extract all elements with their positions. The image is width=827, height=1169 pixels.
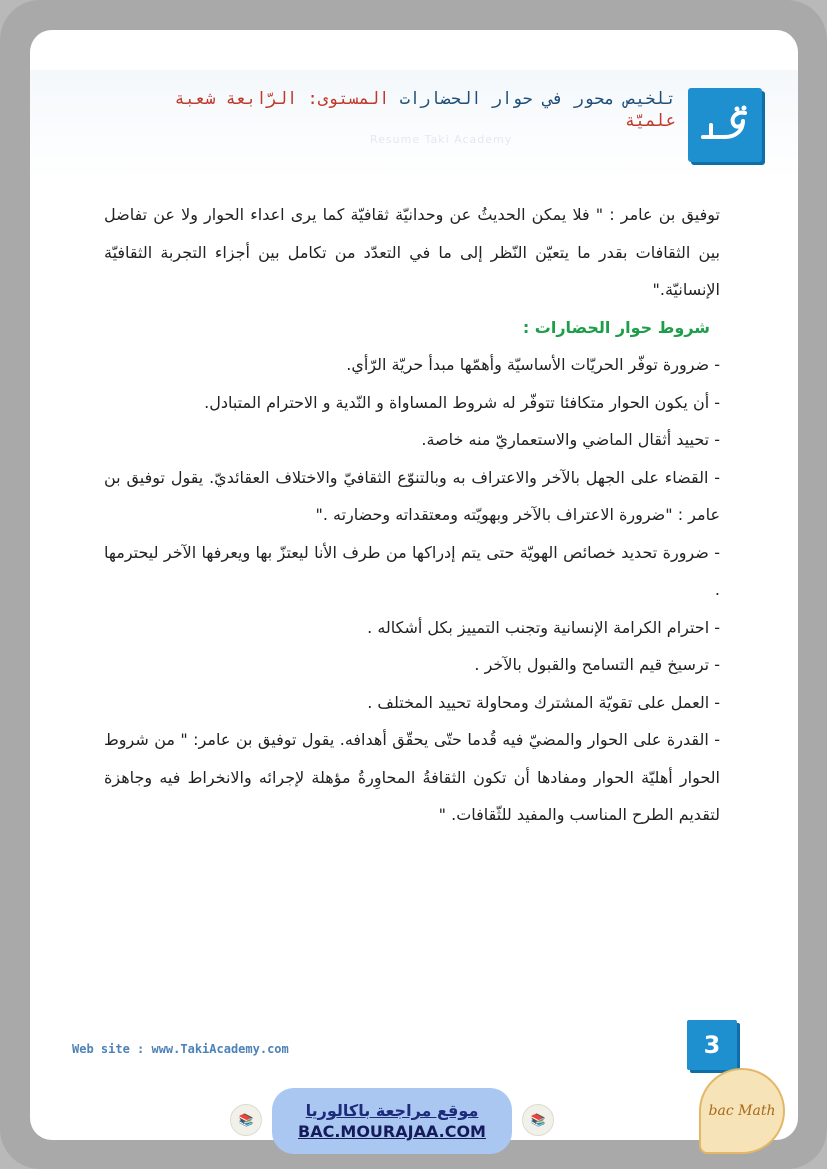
list-item: - العمل على تقويّة المشترك ومحاولة تحييد المختلف . — [367, 692, 720, 712]
logo-glyph-icon — [697, 105, 753, 145]
list-item: - أن يكون الحوار متكافئا تتوفّر له شروط المساواة و النّدية و الاحترام المتبادل. — [204, 392, 720, 412]
title-main: تلخيص محور في حوار الحضارات — [399, 89, 676, 109]
book-badge-icon: 📚 — [230, 1104, 262, 1136]
website-link[interactable]: Web site : www.TakiAcademy.com — [72, 1042, 289, 1056]
taki-academy-logo — [688, 88, 762, 162]
list-item: - احترام الكرامة الإنسانية وتجنب التمييز بكل أشكاله . — [367, 617, 720, 637]
list-item: - القدرة على الحوار والمضيّ فيه قُدما حتّى يحقّق أهدافه. يقول توفيق بن عامر: " من شروط الحوار أهليّة الحوار ومفادها أن تكون الثقافةُ المحاوِرةُ مؤهلة لإجرائه والانخراط فيه وجاهزة لتقديم الطرح المناسب والمفيد للثّقافات. " — [104, 730, 720, 824]
document-page — [30, 30, 798, 1140]
book-badge-icon: 📚 — [522, 1104, 554, 1136]
intro-quote: توفيق بن عامر : " فلا يمكن الحديثُ عن وحدانيّة ثقافيّة كما يرى اعداء الحوار ولا عن تفاضل بين الثقافات بقدر ما يتعيّن النّظر إلى ما في التعدّد من تكامل بين أجزاء التجربة الثقافيّة الإنسانيّة." — [104, 205, 720, 299]
header-watermark: Resume Taki Academy — [370, 133, 513, 146]
title-level: المستوى: الرّابعة شعبة علميّة — [174, 89, 676, 131]
section-heading: شروط حوار الحضارات : — [522, 317, 710, 337]
page-title — [116, 88, 676, 132]
list-item: - ضرورة توفّر الحريّات الأساسيّة وأهمّها مبدأ حريّة الرّأي. — [346, 355, 720, 374]
banner-arabic-text[interactable]: موقع مراجعة باكالوريا — [305, 1101, 479, 1120]
list-item: - تحييد أثقال الماضي والاستعماريّ منه خاصة. — [421, 430, 720, 449]
bac-mourajaa-banner[interactable] — [272, 1088, 512, 1154]
page-number: 3 — [687, 1020, 737, 1070]
list-item: - القضاء على الجهل بالآخر والاعتراف به وبالتنوّع الثقافيّ والاختلاف العقائديّ. يقول توفيق بن عامر : "ضرورة الاعتراف بالآخر وبهويّته ومعتقداته وحضارته ." — [104, 467, 720, 524]
bac-math-logo: bac Math — [699, 1068, 785, 1154]
list-item: - ضرورة تحديد خصائص الهويّة حتى يتم إدراكها من طرف الأنا ليعتزّ بها ويعرفها الآخر ليحترمها . — [104, 542, 720, 599]
document-body — [104, 196, 720, 834]
list-item: - ترسيخ قيم التسامح والقبول بالآخر . — [474, 655, 720, 674]
banner-url[interactable]: BAC.MOURAJAA.COM — [298, 1122, 486, 1141]
